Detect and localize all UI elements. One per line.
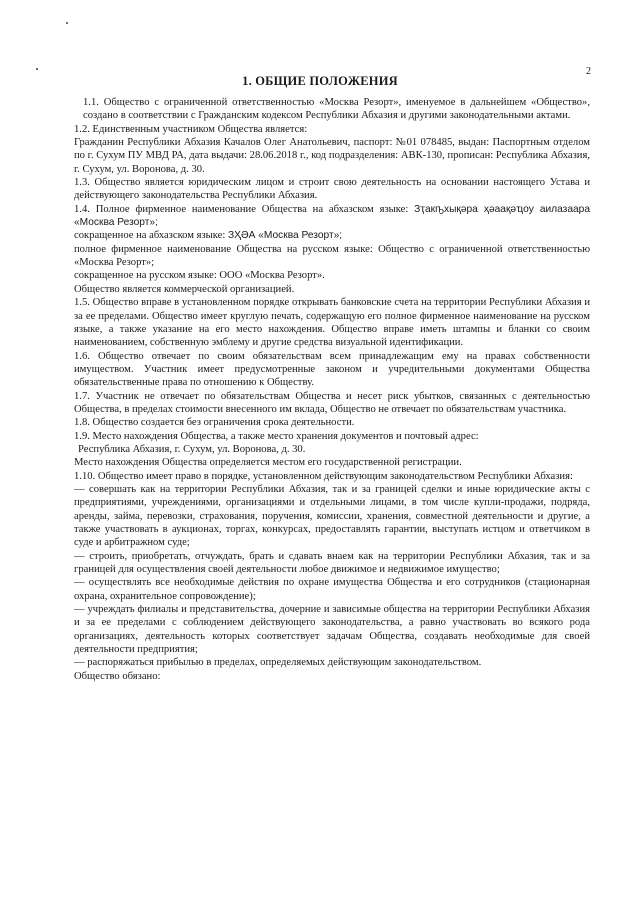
list-item: — осуществлять все необходимые действия по охране имущества Общества и его сотрудников (стационарная охрана, охранительное сопровождение); [74,577,590,602]
clause-1-9: 1.9. Место нахождения Общества, а также место хранения документов и почтовый адрес: [74,430,479,442]
clause-1-3: 1.3. Общество является юридическим лицом и строит свою деятельность на основании настоящего Устава и действующего законодательства Республики Абхазия. [74,177,590,202]
clause-1-4-abbr-russian: сокращенное на русском языке: ООО «Москва Резорт». [74,270,325,282]
list-item: — совершать как на территории Республики Абхазия, так и за границей сделки и иные юридические акты с предприятиями, учреждениями, организациями и отдельными лицами, в том числе купли-продажи, подряда, аренды, займа, перевозки, страхования, поручения, комиссии, хранения, совместной деятельности и другие, а также участвовать в аукционах, торгах, конкурсах, предоставлять гарантии, выступать истцом и ответчиком в суде и арбитражном суде; [74,483,590,549]
obligations-heading: Общество обязано: [74,670,161,682]
clause-1-10: 1.10. Общество имеет право в порядке, установленном действующим законодательством Республики Абхазия: [74,470,573,482]
document-body [74,96,590,683]
clause-1-4-commercial: Общество является коммерческой организацией. [74,283,295,295]
clause-1-2-owner: Гражданин Республики Абхазия Качалов Олег Анатольевич, паспорт: №01 078485, выдан: Паспортным отделом по г. Сухум ПУ МВД РА, дата выдачи: 28.06.2018 г., код подразделения: АВК-130, прописан: Республика Абхазия, г. Сухум, ул. Воронова, д. 30. [74,137,590,175]
clause-1-1: 1.1. Общество с ограниченной ответственностью «Москва Резорт», именуемое в дальнейшем «Общество», создано в соответствии с Гражданским кодексом Республики Абхазия и другими законодательными актами. [83,97,590,122]
clause-1-4-abbr-abkhaz [74,229,590,242]
scan-speck [66,22,68,24]
clause-1-4 [74,203,590,230]
page-number: 2 [586,66,591,77]
list-item: — строить, приобретать, отчуждать, брать и сдавать внаем как на территории Республики Абхазия, так и за границей для осуществления своей деятельности любое движимое и недвижимое имущество; [74,550,590,576]
clause-1-5: 1.5. Общество вправе в установленном порядке открывать банковские счета на территории Республики Абхазия и за ее пределами. Общество имеет круглую печать, содержащую его полное фирменное наименование на русском языке, а также указание на его место нахождения. Общество вправе иметь штампы и бланки со своим наименованием, собственную эмблему и другие средства визуальной идентификации. [74,297,590,349]
clause-1-4-full-russian: полное фирменное наименование Общества на русском языке: Общество с ограниченной ответственностью «Москва Резорт»; [74,243,590,269]
clause-1-6: 1.6. Общество отвечает по своим обязательствам всем принадлежащим ему на правах собственности имуществом. Участник имеет предусмотренные законом и учредительными документами Общества обязательственные права по отношению к Обществу. [74,350,590,389]
abbr-abkhaz-label: сокращенное на абхазском языке: [74,230,226,242]
list-item: — распоряжаться прибылью в пределах, определяемых действующим законодательством. [74,657,482,669]
section-heading: 1. ОБЩИЕ ПОЛОЖЕНИЯ [242,74,398,88]
clause-1-7: 1.7. Участник не отвечает по обязательствам Общества и несет риск убытков, связанных с деятельностью Общества, в пределах стоимости внесенного им вклада, Общество не отвечает по обязательствам участника. [74,390,590,415]
scan-speck [36,68,38,70]
clause-1-2: 1.2. Единственным участником Общества является: [74,123,308,135]
clause-1-4-intro: 1.4. Полное фирменное наименование Общества на абхазском языке: [74,203,409,215]
clause-1-8: 1.8. Общество создается без ограничения срока деятельности. [74,417,355,429]
abkhaz-full-name: Зҭакҧхықәра ҳәаақәҵоу аилазаара «Москва Резорт»; [74,203,591,229]
clause-1-9-registration: Место нахождения Общества определяется местом его государственной регистрации. [74,457,462,469]
list-item: — учреждать филиалы и представительства, дочерние и зависимые общества на территории Республики Абхазия и за ее пределами с соблюдением действующего законодательства, а равно участвовать во всякого рода организациях, деятельность которых соответствует задачам Общества, создавать необходимые для своей деятельности предприятия; [74,604,590,656]
abbr-abkhaz-value: ЗҲӘА «Москва Резорт»; [228,230,343,242]
clause-1-9-address: Республика Абхазия, г. Сухум, ул. Воронова, д. 30. [78,443,306,455]
